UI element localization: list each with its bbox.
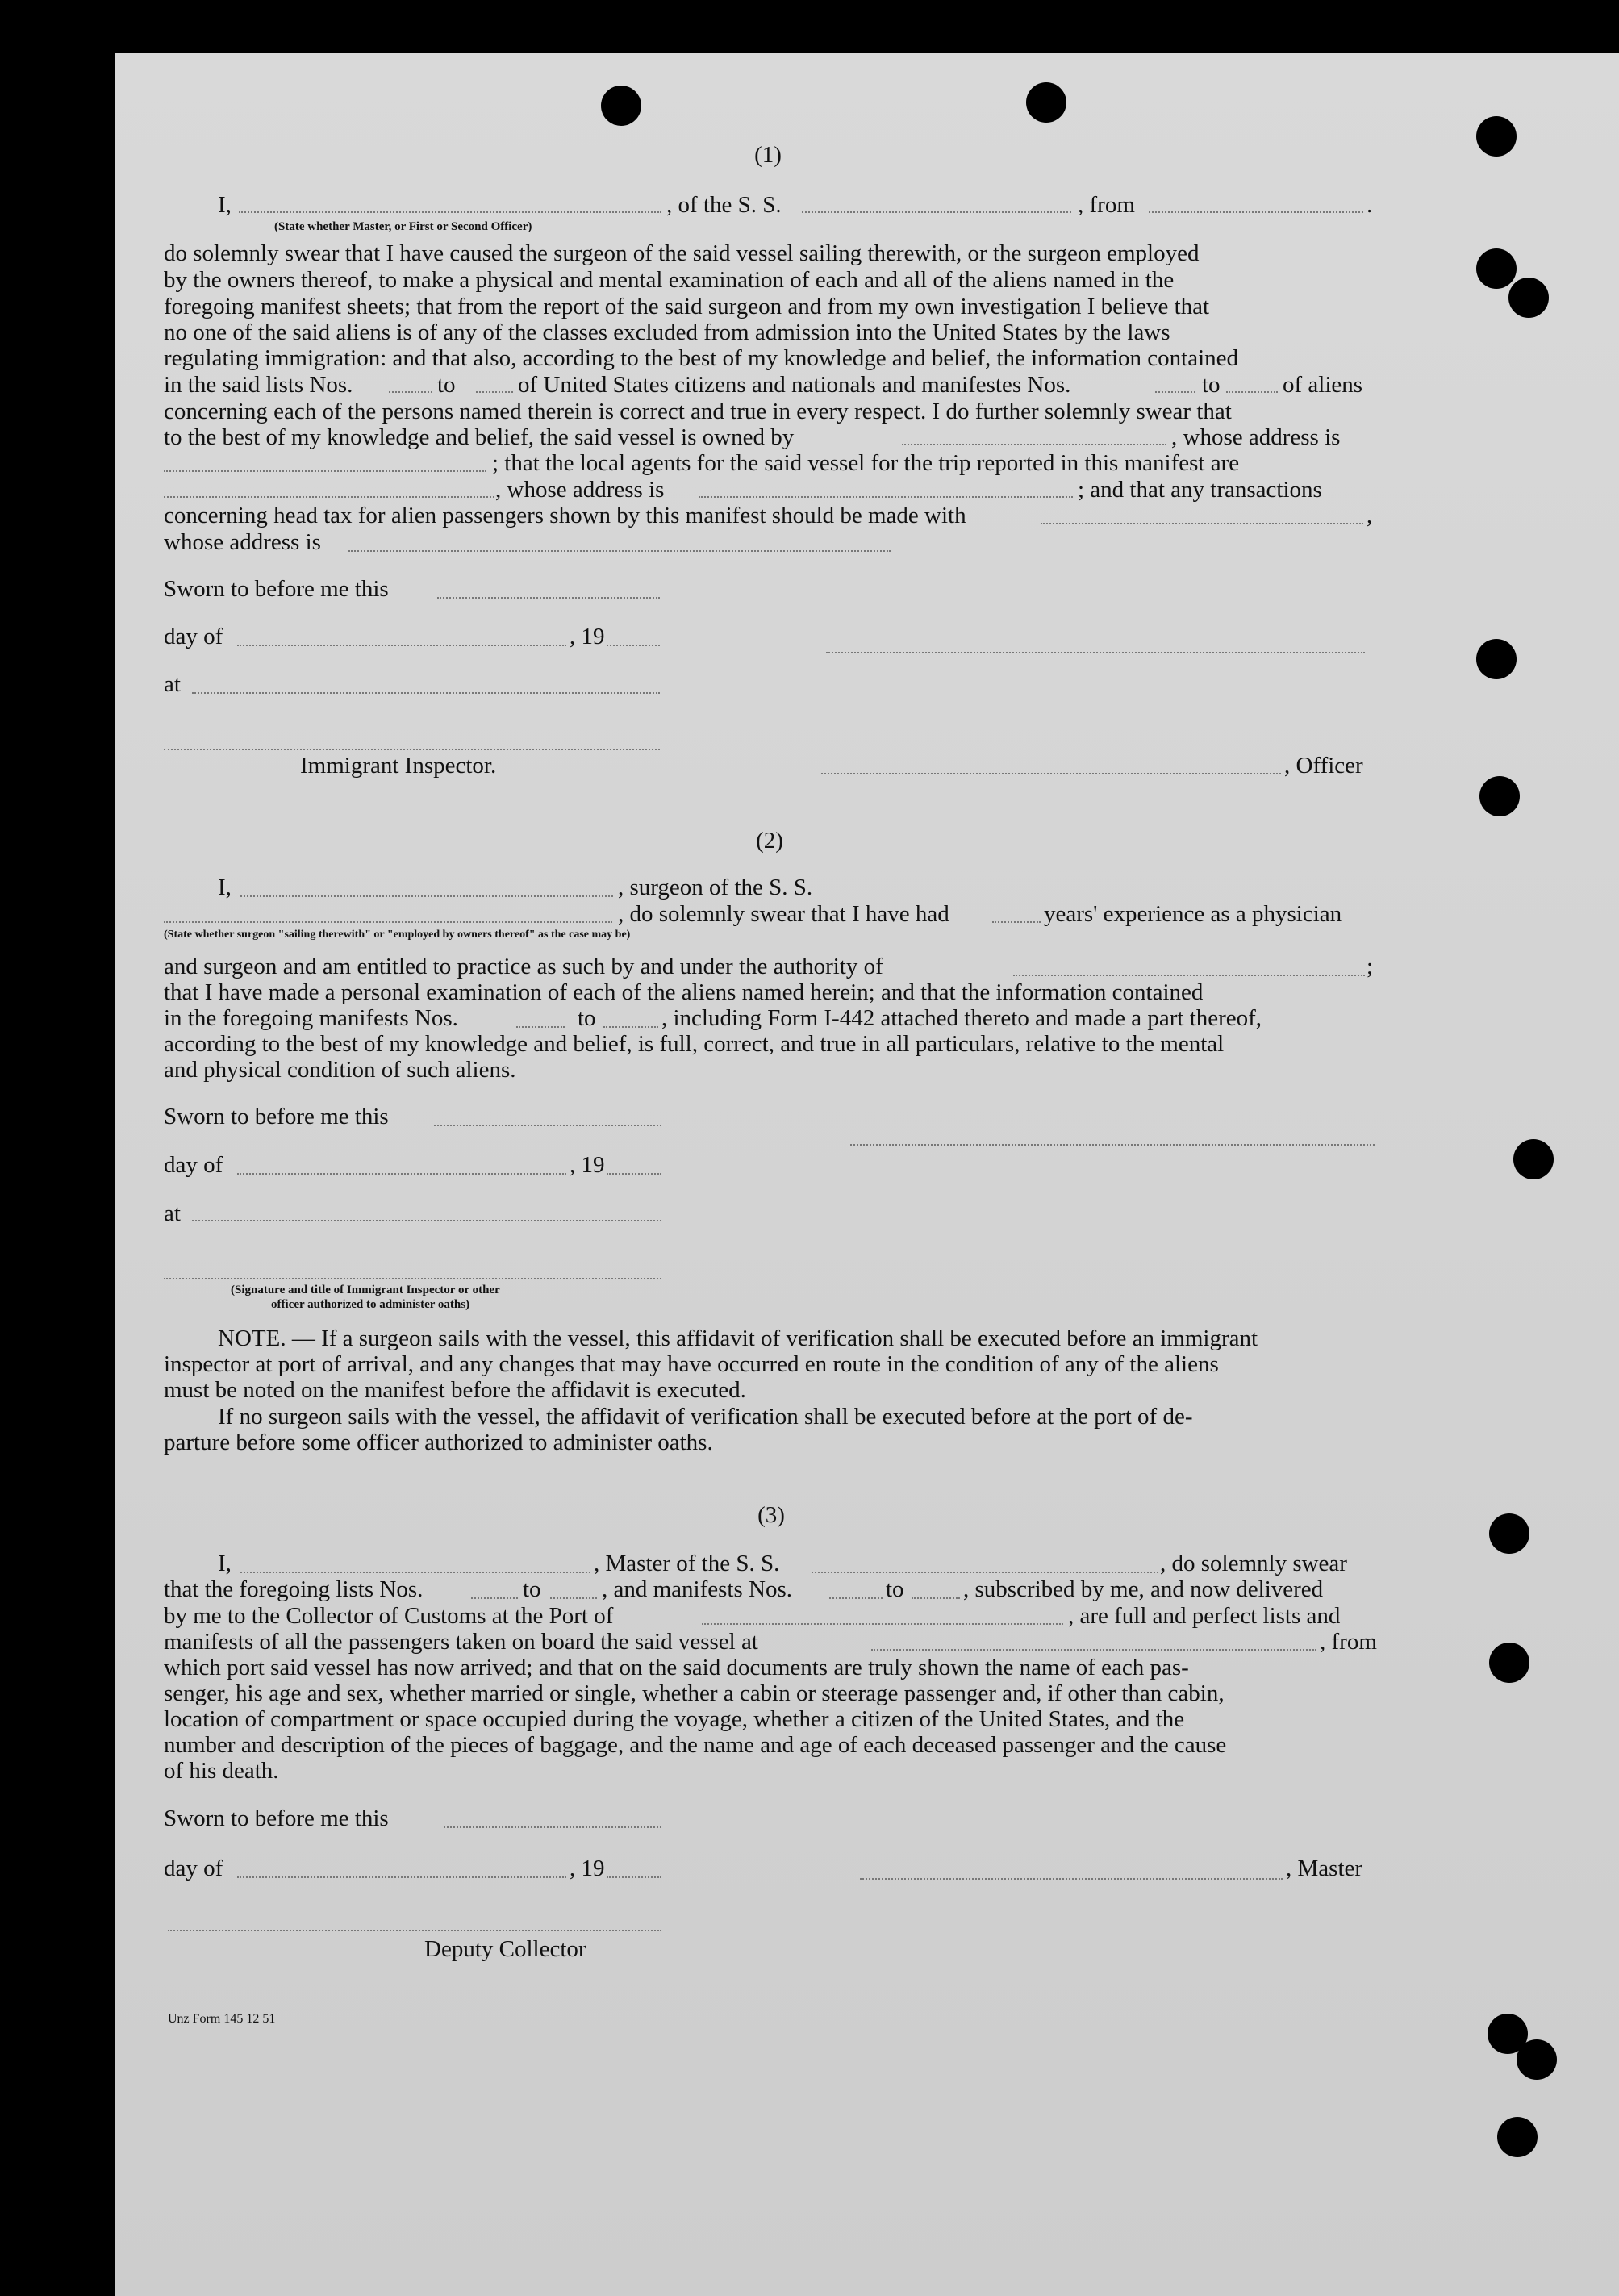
s2-manifests-from[interactable] bbox=[516, 1026, 565, 1028]
s1-year-field[interactable] bbox=[607, 645, 660, 646]
s1-sworn-field[interactable] bbox=[437, 597, 660, 599]
s1-dayof: day of bbox=[164, 624, 223, 649]
punch-hole bbox=[1476, 116, 1517, 157]
s1-l8a: to the best of my knowledge and belief, the said vessel is owned by bbox=[164, 424, 795, 450]
s3-l1b: , Master of the S. S. bbox=[594, 1551, 780, 1576]
s2-l4: that I have made a personal examination of each of the aliens named herein; and that the information contained bbox=[164, 979, 1204, 1005]
note-4: If no surgeon sails with the vessel, the affidavit of verification shall be executed before at the port of de- bbox=[218, 1404, 1193, 1430]
s1-officer-sig[interactable] bbox=[821, 773, 1281, 774]
s3-l3a: by me to the Collector of Customs at the Port of bbox=[164, 1603, 614, 1629]
s1-body-2: by the owners thereof, to make a physical and mental examination of each and all of the aliens named in the bbox=[164, 267, 1175, 293]
years-field[interactable] bbox=[992, 921, 1041, 923]
punch-hole bbox=[1513, 1139, 1554, 1179]
s1-l6e: of aliens bbox=[1283, 372, 1363, 398]
s2-sworn: Sworn to before me this bbox=[164, 1104, 389, 1129]
s2-dayof: day of bbox=[164, 1152, 223, 1178]
punch-hole bbox=[601, 86, 641, 126]
s3-l2e: , subscribed by me, and now delivered bbox=[963, 1576, 1324, 1602]
s3-manifests-to[interactable] bbox=[912, 1597, 960, 1599]
s1-body-5: regulating immigration: and that also, according to the best of my knowledge and belief, the information contained bbox=[164, 345, 1239, 371]
s1-l7: concerning each of the persons named therein is correct and true in every respect. I do further solemnly swear that bbox=[164, 399, 1232, 424]
manifests-from-field[interactable] bbox=[1155, 391, 1195, 393]
s3-l1a: I, bbox=[218, 1551, 232, 1576]
s3-sworn: Sworn to before me this bbox=[164, 1805, 389, 1831]
s1-l6b: to bbox=[437, 372, 456, 398]
s3-l4a: manifests of all the passengers taken on board the said vessel at bbox=[164, 1629, 758, 1655]
s3-master: , Master bbox=[1286, 1856, 1363, 1881]
s3-l4b: , from bbox=[1320, 1629, 1377, 1655]
note-1: NOTE. — If a surgeon sails with the vessel, this affidavit of verification shall be executed before an immigrant bbox=[218, 1325, 1258, 1351]
s2-l2a: , do solemnly swear that I have had bbox=[618, 901, 949, 927]
s3-l2a: that the foregoing lists Nos. bbox=[164, 1576, 424, 1602]
s1-l10b: ; and that any transactions bbox=[1078, 477, 1322, 503]
s3-l1c: , do solemnly swear bbox=[1160, 1551, 1347, 1576]
s2-sig-caption-1: (Signature and title of Immigrant Inspector or other bbox=[231, 1284, 500, 1296]
s1-l6d: to bbox=[1202, 372, 1221, 398]
note-5: parture before some officer authorized to administer oaths. bbox=[164, 1430, 713, 1455]
s1-l10a: , whose address is bbox=[495, 477, 665, 503]
s2-l2b: years' experience as a physician bbox=[1044, 901, 1342, 927]
s1-l11b: , bbox=[1367, 503, 1373, 528]
s1-line1-ss: , of the S. S. bbox=[666, 192, 782, 218]
s2-surgeon-sig[interactable] bbox=[850, 1144, 1375, 1146]
punch-hole bbox=[1026, 82, 1066, 123]
s2-l3a: and surgeon and am entitled to practice as such by and under the authority of bbox=[164, 954, 883, 979]
s1-body-4: no one of the said aliens is of any of the classes excluded from admission into the United States by the laws bbox=[164, 319, 1170, 345]
s3-l2b: to bbox=[523, 1576, 541, 1602]
s3-body-1: which port said vessel has now arrived; and that on the said documents are truly shown the name of each pas- bbox=[164, 1655, 1189, 1680]
punch-hole bbox=[1508, 278, 1549, 318]
s2-l1b: , surgeon of the S. S. bbox=[618, 875, 813, 900]
punch-hole bbox=[1489, 1643, 1529, 1683]
agents-address-field[interactable] bbox=[699, 496, 1073, 498]
s3-body-3: location of compartment or space occupied during the voyage, whether a citizen of the United States, and the bbox=[164, 1706, 1185, 1732]
s2-hint: (State whether surgeon "sailing therewith" or "employed by owners thereof" as the case may be) bbox=[164, 929, 631, 941]
s1-l8b: , whose address is bbox=[1171, 424, 1341, 450]
s3-manifests-from[interactable] bbox=[829, 1597, 883, 1599]
owner-address-field[interactable] bbox=[164, 470, 486, 472]
s1-l9: ; that the local agents for the said vessel for the trip reported in this manifest are bbox=[492, 450, 1240, 476]
punch-hole bbox=[1476, 248, 1517, 289]
s2-manifests-to[interactable] bbox=[603, 1026, 658, 1028]
s1-at: at bbox=[164, 671, 181, 697]
s2-year: , 19 bbox=[570, 1152, 605, 1178]
s1-l6a: in the said lists Nos. bbox=[164, 372, 353, 398]
lists-from-field[interactable] bbox=[389, 391, 432, 393]
s2-inspector-sig[interactable] bbox=[164, 1278, 661, 1279]
s2-l5a: in the foregoing manifests Nos. bbox=[164, 1005, 458, 1031]
lists-to-field[interactable] bbox=[476, 391, 513, 393]
s1-line1-from: , from bbox=[1078, 192, 1135, 218]
from-port-field[interactable] bbox=[1149, 211, 1363, 213]
s3-body-2: senger, his age and sex, whether married or single, whether a cabin or steerage passenger and, if other than cabin, bbox=[164, 1680, 1225, 1706]
s2-at-field[interactable] bbox=[192, 1220, 661, 1221]
punch-hole bbox=[1517, 2039, 1557, 2080]
s3-master-name[interactable] bbox=[240, 1572, 590, 1573]
s1-day-field[interactable] bbox=[237, 645, 566, 646]
head-tax-address-field[interactable] bbox=[348, 550, 891, 552]
s3-boarding-port[interactable] bbox=[871, 1649, 1316, 1651]
s3-l3b: , are full and perfect lists and bbox=[1068, 1603, 1341, 1629]
s1-sworn: Sworn to before me this bbox=[164, 576, 389, 602]
s1-l12: whose address is bbox=[164, 529, 321, 555]
s1-hint: (State whether Master, or First or Second Officer) bbox=[274, 220, 532, 233]
s1-line1-end: . bbox=[1367, 192, 1373, 218]
section-2-number: (2) bbox=[756, 828, 783, 854]
owner-field[interactable] bbox=[902, 444, 1166, 445]
punch-hole bbox=[1479, 776, 1520, 816]
s3-collector-sig[interactable] bbox=[168, 1930, 661, 1931]
s2-sig-caption-2: officer authorized to administer oaths) bbox=[271, 1298, 470, 1311]
s3-year-field[interactable] bbox=[607, 1876, 661, 1878]
s1-inspector-sig[interactable] bbox=[164, 749, 660, 750]
s1-year: , 19 bbox=[570, 624, 605, 649]
agents-field[interactable] bbox=[164, 496, 494, 498]
s3-lists-to[interactable] bbox=[550, 1597, 597, 1599]
master-title-field[interactable] bbox=[239, 211, 661, 213]
note-2: inspector at port of arrival, and any changes that may have occurred en route in the condition of any of the aliens bbox=[164, 1351, 1219, 1377]
s1-officer-sig-top[interactable] bbox=[826, 652, 1365, 653]
s2-day-field[interactable] bbox=[237, 1173, 566, 1175]
s1-officer: , Officer bbox=[1284, 753, 1363, 779]
s2-l5b: to bbox=[578, 1005, 596, 1031]
s3-body-5: of his death. bbox=[164, 1758, 279, 1784]
s3-body-4: number and description of the pieces of baggage, and the name and age of each deceased passenger and the cause bbox=[164, 1732, 1227, 1758]
s2-l1a: I, bbox=[218, 875, 232, 900]
punch-hole bbox=[1476, 639, 1517, 679]
s1-at-field[interactable] bbox=[192, 692, 660, 694]
s2-sworn-field[interactable] bbox=[434, 1125, 661, 1126]
s3-master-sig[interactable] bbox=[860, 1878, 1283, 1880]
punch-hole bbox=[1489, 1513, 1529, 1554]
surgeon-ship-field[interactable] bbox=[164, 921, 612, 923]
s2-l5c: , including Form I-442 attached thereto and made a part thereof, bbox=[661, 1005, 1262, 1031]
s3-l2c: , and manifests Nos. bbox=[602, 1576, 792, 1602]
s2-year-field[interactable] bbox=[607, 1173, 661, 1175]
s2-l3b: ; bbox=[1367, 954, 1374, 979]
s1-body-3: foregoing manifest sheets; that from the report of the said surgeon and from my own investigation I believe that bbox=[164, 294, 1210, 319]
s2-l6: according to the best of my knowledge and belief, is full, correct, and true in all particulars, relative to the mental bbox=[164, 1031, 1225, 1057]
s1-inspector: Immigrant Inspector. bbox=[300, 753, 497, 779]
s3-day-field[interactable] bbox=[237, 1876, 566, 1878]
s3-dayof: day of bbox=[164, 1856, 223, 1881]
section-1-number: (1) bbox=[754, 142, 782, 168]
s1-body-1: do solemnly swear that I have caused the surgeon of the said vessel sailing therewith, or the surgeon employed bbox=[164, 240, 1200, 266]
s3-deputy: Deputy Collector bbox=[424, 1936, 586, 1962]
form-number: Unz Form 145 12 51 bbox=[168, 2012, 276, 2026]
s3-port-field[interactable] bbox=[702, 1623, 1063, 1625]
s3-lists-from[interactable] bbox=[471, 1597, 518, 1599]
s3-l2d: to bbox=[886, 1576, 904, 1602]
manifests-to-field[interactable] bbox=[1226, 391, 1278, 393]
s2-at: at bbox=[164, 1200, 181, 1226]
s3-sworn-field[interactable] bbox=[444, 1826, 661, 1828]
s3-ship-name[interactable] bbox=[812, 1572, 1158, 1573]
s1-line1-i: I, bbox=[218, 192, 232, 218]
s1-l11a: concerning head tax for alien passengers shown by this manifest should be made with bbox=[164, 503, 966, 528]
section-3-number: (3) bbox=[757, 1502, 785, 1528]
note-3: must be noted on the manifest before the affidavit is executed. bbox=[164, 1377, 746, 1403]
s1-l6c: of United States citizens and nationals and manifestes Nos. bbox=[518, 372, 1071, 398]
head-tax-field[interactable] bbox=[1041, 523, 1363, 524]
punch-hole bbox=[1497, 2117, 1538, 2157]
surgeon-name-field[interactable] bbox=[240, 895, 613, 897]
authority-field[interactable] bbox=[1013, 975, 1365, 976]
s2-l7: and physical condition of such aliens. bbox=[164, 1057, 516, 1083]
s3-year: , 19 bbox=[570, 1856, 605, 1881]
ship-name-field[interactable] bbox=[802, 211, 1071, 213]
